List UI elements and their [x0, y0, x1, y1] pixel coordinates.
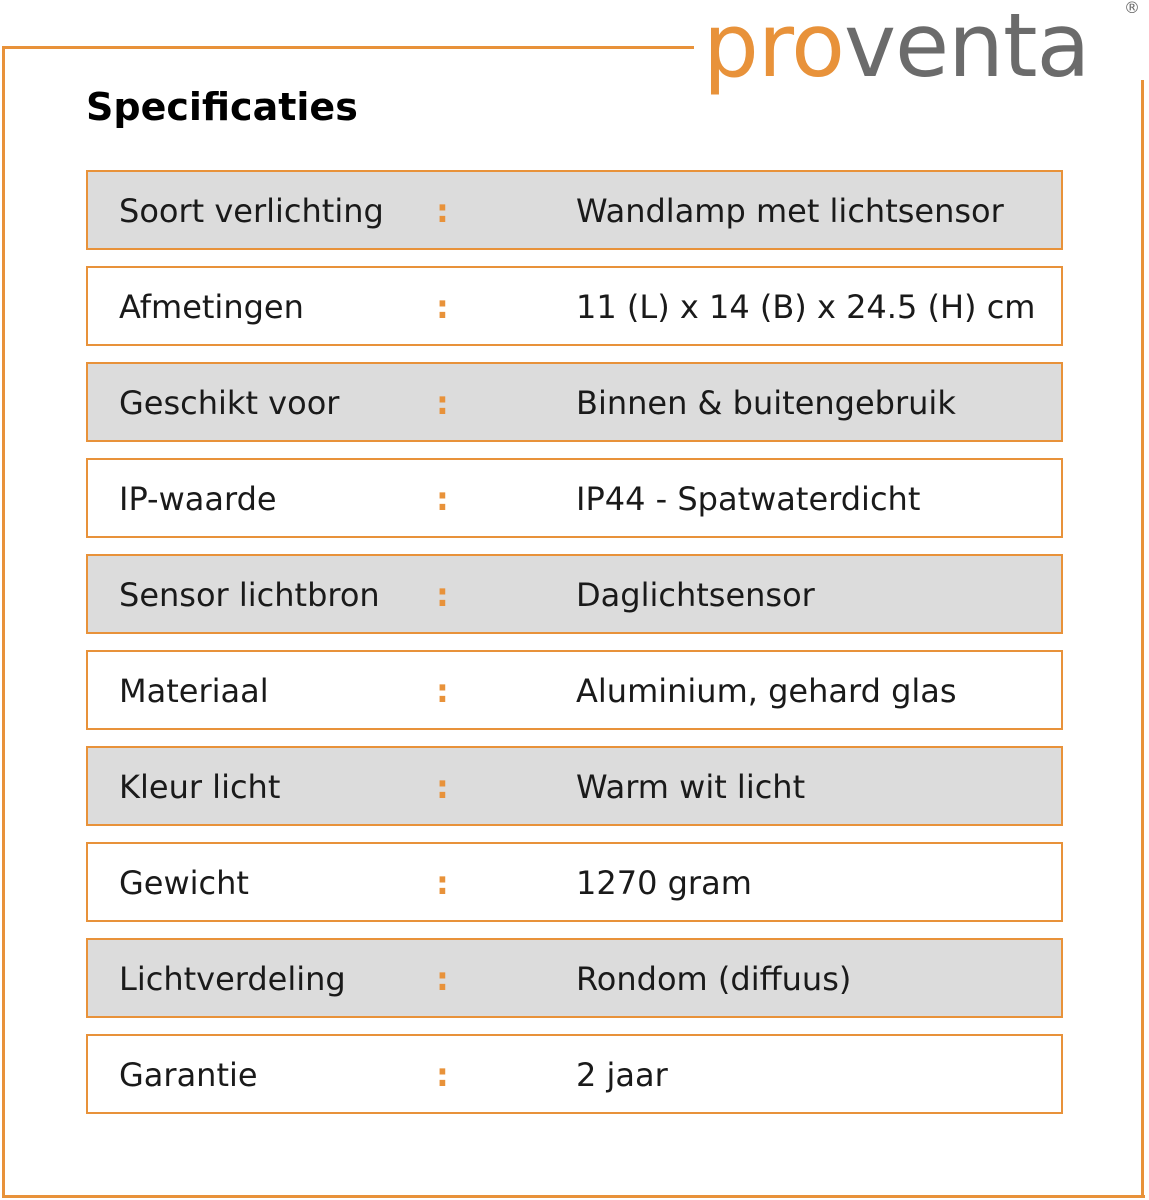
frame-border-right — [1141, 80, 1144, 1198]
spec-label: Gewicht — [119, 864, 249, 902]
brand-logo — [703, 0, 1139, 97]
spec-row-lichtverdeling — [86, 938, 1063, 1018]
frame-border-top — [2, 46, 694, 49]
spec-value: 1270 gram — [576, 864, 752, 902]
spec-row-gewicht — [86, 842, 1063, 922]
spec-value: 2 jaar — [576, 1056, 668, 1094]
spec-table — [86, 170, 1063, 1130]
spec-row-garantie — [86, 1034, 1063, 1114]
spec-label: Lichtverdeling — [119, 960, 346, 998]
spec-label: Garantie — [119, 1056, 258, 1094]
spec-row-ip-waarde — [86, 458, 1063, 538]
spec-separator: : — [436, 1056, 449, 1094]
spec-separator: : — [436, 576, 449, 614]
spec-row-geschikt-voor — [86, 362, 1063, 442]
spec-value: Wandlamp met lichtsensor — [576, 192, 1004, 230]
spec-label: Soort verlichting — [119, 192, 384, 230]
spec-separator: : — [436, 864, 449, 902]
spec-row-materiaal — [86, 650, 1063, 730]
spec-separator: : — [436, 192, 449, 230]
spec-value: Warm wit licht — [576, 768, 806, 806]
spec-row-afmetingen — [86, 266, 1063, 346]
spec-value: Rondom (diffuus) — [576, 960, 852, 998]
spec-separator: : — [436, 384, 449, 422]
spec-row-soort-verlichting — [86, 170, 1063, 250]
spec-row-kleur-licht — [86, 746, 1063, 826]
brand-logo-pro: pro — [703, 0, 844, 97]
spec-value: 11 (L) x 14 (B) x 24.5 (H) cm — [576, 288, 1036, 326]
spec-separator: : — [436, 288, 449, 326]
spec-label: Materiaal — [119, 672, 269, 710]
spec-label: IP-waarde — [119, 480, 277, 518]
spec-value: Aluminium, gehard glas — [576, 672, 957, 710]
spec-value: IP44 - Spatwaterdicht — [576, 480, 921, 518]
registered-mark: ® — [1124, 0, 1139, 17]
frame-border-left — [2, 46, 5, 1198]
spec-separator: : — [436, 480, 449, 518]
spec-label: Sensor lichtbron — [119, 576, 380, 614]
spec-label: Kleur licht — [119, 768, 281, 806]
brand-logo-venta: venta — [843, 0, 1090, 97]
spec-value: Daglichtsensor — [576, 576, 815, 614]
spec-label: Geschikt voor — [119, 384, 340, 422]
spec-label: Afmetingen — [119, 288, 304, 326]
page-title: Specificaties — [86, 85, 358, 129]
frame-border-bottom — [2, 1195, 1145, 1198]
spec-separator: : — [436, 768, 449, 806]
spec-separator: : — [436, 960, 449, 998]
spec-separator: : — [436, 672, 449, 710]
spec-row-sensor-lichtbron — [86, 554, 1063, 634]
spec-value: Binnen & buitengebruik — [576, 384, 956, 422]
